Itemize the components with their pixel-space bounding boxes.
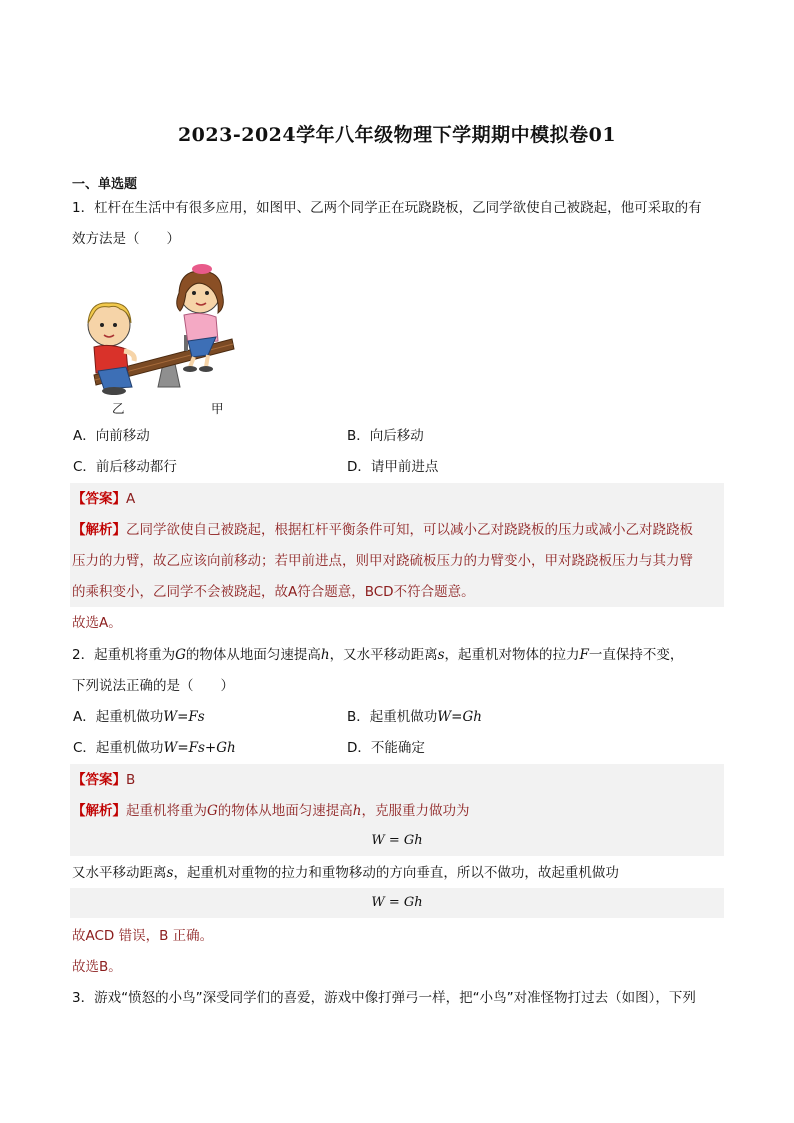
q2-answer: 【答案】B <box>72 772 136 788</box>
seesaw-illustration <box>76 263 238 401</box>
q2-option-a: A．起重机做功W=Fs <box>73 709 205 725</box>
section-heading: 一、单选题 <box>72 177 138 192</box>
q1-analysis-line1: 【解析】乙同学欲使自己被跷起，根据杠杆平衡条件可知，可以减小乙对跷跷板的压力或减小乙对跷跷板 <box>72 522 693 538</box>
q2-formula-2: W = Gh <box>371 895 423 910</box>
q2-analysis-line3: 故ACD 错误，B 正确。 <box>72 928 214 944</box>
q1-option-c: C．前后移动都行 <box>73 459 177 475</box>
q1-option-b: B．向后移动 <box>347 428 424 444</box>
q1-option-a: A．向前移动 <box>73 428 150 444</box>
q3-stem-line1: 3．游戏“愤怒的小鸟”深受同学们的喜爱，游戏中像打弹弓一样，把“小鸟”对准怪物打过去（如图），下列 <box>72 990 696 1006</box>
q2-stem-line2: 下列说法正确的是（ ） <box>72 678 234 694</box>
q1-conclusion: 故选A。 <box>72 615 122 631</box>
q2-stem-line1: 2．起重机将重为G的物体从地面匀速提高h，又水平移动距离s，起重机对物体的拉力F一直保持不变， <box>72 647 684 663</box>
q1-stem-line2: 效方法是（ ） <box>72 231 180 247</box>
q2-option-c: C．起重机做功W=Fs+Gh <box>73 740 236 756</box>
q1-stem-line1: 1．杠杆在生活中有很多应用，如图甲、乙两个同学正在玩跷跷板，乙同学欲使自己被跷起，他可采取的有 <box>72 200 702 216</box>
q1-analysis-line3: 的乘积变小，乙同学不会被跷起，故A符合题意，BCD不符合题意。 <box>72 584 475 600</box>
q2-analysis-line2: 又水平移动距离s，起重机对重物的拉力和重物移动的方向垂直，所以不做功，故起重机做功 <box>72 865 619 881</box>
q2-option-b: B．起重机做功W=Gh <box>347 709 482 725</box>
q2-option-d: D．不能确定 <box>347 740 425 756</box>
q1-option-d: D．请甲前进点 <box>347 459 439 475</box>
q2-analysis-line1: 【解析】起重机将重为G的物体从地面匀速提高h，克服重力做功为 <box>72 803 470 819</box>
q2-conclusion: 故选B。 <box>72 959 122 975</box>
q1-analysis-line2: 压力的力臂，故乙应该向前移动；若甲前进点，则甲对跷硫板压力的力臂变小，甲对跷跷板压力与其力臂 <box>72 553 693 569</box>
page-title: 2023-2024学年八年级物理下学期期中模拟卷01 <box>177 124 617 146</box>
q1-answer: 【答案】A <box>72 491 136 507</box>
figure-label-jia: 甲 <box>211 401 224 416</box>
q2-formula-1: W = Gh <box>371 833 423 848</box>
figure-label-yi: 乙 <box>112 401 125 416</box>
